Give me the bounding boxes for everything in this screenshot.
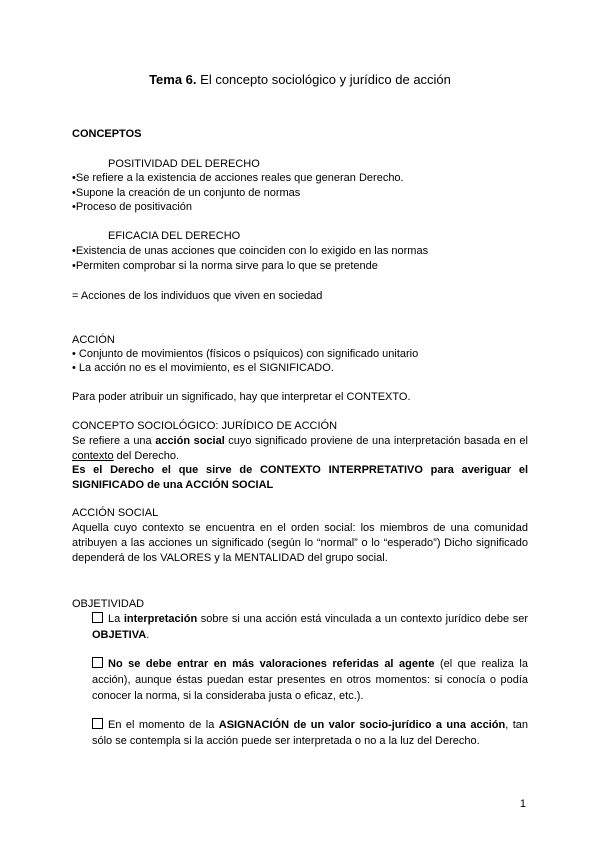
item-text: , tan sólo se contempla si la acción puede ser interpretada o no a la luz del Derecho. <box>92 719 528 747</box>
checkbox-icon <box>92 612 103 623</box>
checkbox-icon <box>92 657 103 668</box>
accion-social-body: Aquella cuyo contexto se encuentra en el orden social: los miembros de una comunidad atribuyen a las acciones un significado (según lo “normal” o lo “esperado”) Dicho significado dependerá de los VALORES y la MENTALIDAD del grupo social. <box>72 522 528 564</box>
title-bold: Tema 6. <box>149 72 197 87</box>
item-text: sobre si una acción está vinculada a un contexto jurídico debe ser <box>197 613 529 625</box>
item-text: (el que realiza la acción), aunque éstas puedan estar presentes en otros momentos: si conocía o podía conocer la norma, si la consideraba justa o eficaz, etc.). <box>92 658 528 702</box>
positividad-heading: POSITIVIDAD DEL DERECHO <box>108 158 260 170</box>
conceptos-heading: CONCEPTOS <box>72 128 142 140</box>
checkbox-icon <box>92 718 103 729</box>
objetividad-item-1 <box>92 611 528 643</box>
positividad-item: •Se refiere a la existencia de acciones reales que generan Derecho. <box>72 172 404 184</box>
accion-item: • La acción no es el movimiento, es el SIGNIFICADO. <box>72 362 334 374</box>
item-bold-text: No se debe entrar en más valoraciones referidas al agente <box>108 658 435 670</box>
accion-social-heading: ACCIÓN SOCIAL <box>72 507 159 519</box>
page-number: 1 <box>519 798 526 810</box>
eficacia-item: •Existencia de unas acciones que coinciden con lo exigido en las normas <box>72 245 429 257</box>
concepto-heading: CONCEPTO SOCIOLÓGICO: JURÍDICO DE ACCIÓN <box>72 420 338 432</box>
objetividad-item-3 <box>92 717 528 749</box>
concepto-text: Se refiere a una <box>72 435 156 447</box>
concepto-bold-text: acción social <box>155 435 225 447</box>
accion-item: • Conjunto de movimientos (físicos o psíquicos) con significado unitario <box>72 348 419 360</box>
positividad-item: •Proceso de positivación <box>72 201 193 213</box>
objetividad-item-2 <box>92 656 528 704</box>
equals-line: = Acciones de los individuos que viven en sociedad <box>72 290 323 302</box>
concepto-underlined-text: contexto <box>72 450 114 462</box>
item-text: La <box>108 613 124 625</box>
accion-note: Para poder atribuir un significado, hay que interpretar el CONTEXTO. <box>72 391 411 403</box>
concepto-text: cuyo significado proviene de una interpretación basada en el <box>224 435 528 447</box>
item-bold-text: interpretación <box>123 613 198 625</box>
positividad-item: •Supone la creación de un conjunto de normas <box>72 187 301 199</box>
item-text: En el momento de la <box>108 719 219 731</box>
item-text: . <box>146 629 150 641</box>
item-bold-text: ASIGNACIÓN de un valor socio-jurídico a una acción <box>218 719 506 731</box>
page-title <box>0 72 600 87</box>
eficacia-heading: EFICACIA DEL DERECHO <box>108 230 241 242</box>
concepto-bold-paragraph: Es el Derecho el que sirve de CONTEXTO INTERPRETATIVO para averiguar el SIGNIFICADO de una ACCIÓN SOCIAL <box>72 464 528 491</box>
item-bold-text: OBJETIVA <box>92 629 147 641</box>
eficacia-item: •Permiten comprobar si la norma sirve para lo que se pretende <box>72 260 378 272</box>
objetividad-heading: OBJETIVIDAD <box>72 598 145 610</box>
accion-heading: ACCIÓN <box>72 334 115 346</box>
concepto-text: del Derecho. <box>113 450 180 462</box>
concepto-paragraph <box>72 434 528 464</box>
title-rest: El concepto sociológico y jurídico de acción <box>196 72 451 87</box>
